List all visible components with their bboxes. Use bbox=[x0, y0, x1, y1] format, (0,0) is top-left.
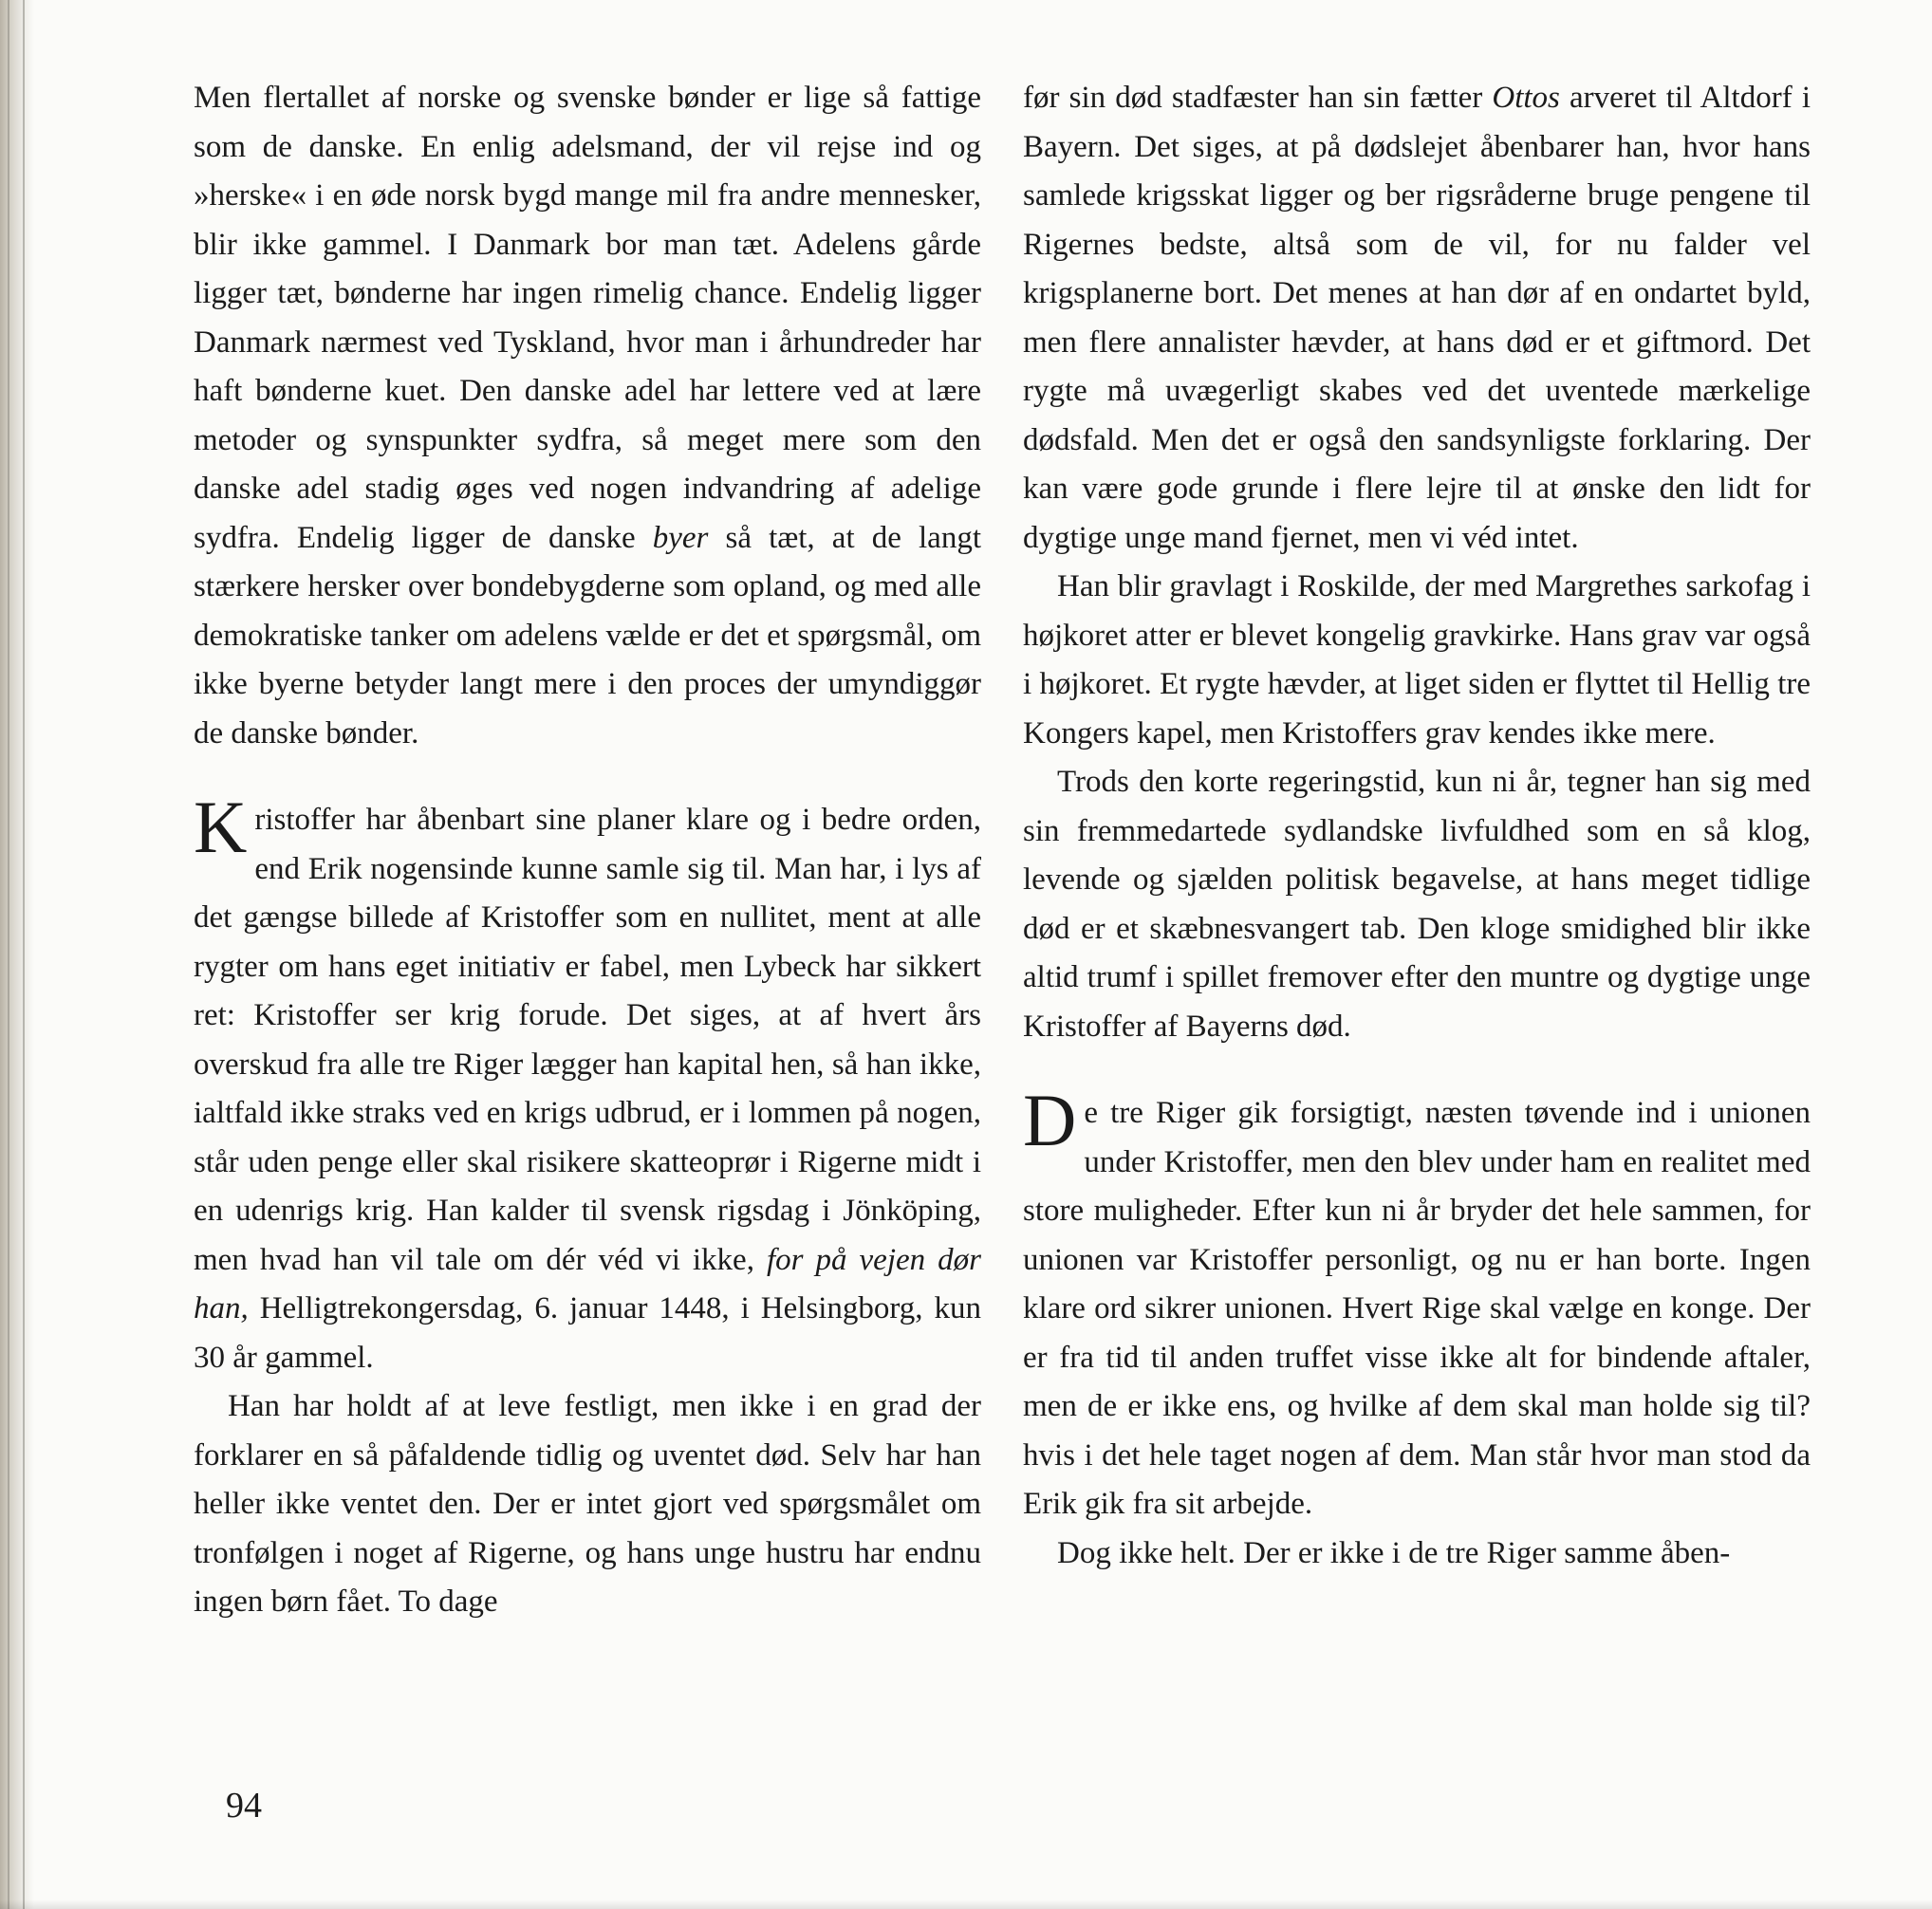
left-text-column bbox=[194, 74, 981, 1627]
right-text-column bbox=[1023, 74, 1811, 1578]
drop-cap: K bbox=[194, 786, 248, 868]
italic-text: for på vejen dør han, bbox=[194, 1242, 981, 1325]
text-run: ristoffer har åbenbart sine planer klare og i bedre orden, end Erik nogensinde kunne samle sig til. Man har, i lys af det gængse billede af Kristoffer som en nullitet, ment at alle rygter om hans eget initiativ er fabel, men Lybeck har sikkert ret: Kristoffer ser krig forude. Det siges, at af hvert års overskud fra alle tre Riger lægger han kapital hen, så han ikke, ialtfald ikke straks ved en krigs udbrud, er i lommen på nogen, står uden penge eller skal risikere skatteoprør i Rigerne midt i en udenrigs krig. Han kalder til svensk rigsdag i Jönköping, men hvad han vil tale om dér véd vi ikke, bbox=[194, 803, 981, 1277]
italic-text: Ottos bbox=[1492, 81, 1560, 115]
paragraph-with-dropcap bbox=[194, 786, 981, 1382]
page-number: 94 bbox=[226, 1786, 262, 1826]
paragraph bbox=[1023, 74, 1811, 563]
text-run: før sin død stadfæster han sin fætter bbox=[1023, 81, 1493, 115]
paragraph: Trods den korte regeringstid, kun ni år, tegner han sig med sin fremmedartede sydlandske livfuldhed som en så klog, levende og sjælden politisk begavelse, at hans meget tidlige død er et skæbnesvangert tab. Den kloge smidighed blir ikke altid trumf i spillet fremover efter den muntre og dygtige unge Kristoffer af Bayerns død. bbox=[1023, 765, 1811, 1044]
text-run: e tre Riger gik forsigtigt, næsten tøvende ind i unionen under Kristoffer, men den blev under ham en realitet med store muligheder. Efter kun ni år bryder det hele sammen, for unionen var Kristoffer personligt, og nu er han borte. Ingen klare ord sikrer unionen. Hvert Rige skal vælge en konge. Der er fra tid til anden truffet visse ikke alt for bindende aftaler, men de er ikke ens, og hvilke af dem skal man holde sig til? hvis i det hele taget nogen af dem. Man står hvor man stod da Erik gik fra sit arbejde. bbox=[1023, 1096, 1811, 1521]
italic-text: byer bbox=[652, 520, 709, 555]
paragraph: Dog ikke helt. Der er ikke i de tre Riger samme åben- bbox=[1057, 1535, 1731, 1570]
paragraph: Han blir gravlagt i Roskilde, der med Margrethes sarkofag i højkoret atter er blevet kongelig gravkirke. Hans grav var også i højkoret. Et rygte hævder, at liget siden er flyttet til Hellig tre Kongers kapel, men Kristoffers grav kendes ikke mere. bbox=[1023, 569, 1811, 751]
text-run: Men flertallet af norske og svenske bønder er lige så fattige som de danske. En enlig adelsmand, der vil rejse ind og »herske« i en øde norsk bygd mange mil fra andre mennesker, blir ikke gammel. I Danmark bor man tæt. Adelens gårde ligger tæt, bønderne har ingen rimelig chance. Endelig ligger Danmark nærmest ved Tyskland, hvor man i århundreder har haft bønderne kuet. Den danske adel har lettere ved at lære metoder og synspunkter sydfra, så meget mere som den danske adel stadig øges ved nogen indvandring af adelige sydfra. Endelig ligger de danske bbox=[194, 81, 981, 555]
drop-cap: D bbox=[1023, 1079, 1077, 1161]
text-run: Helligtrekongersdag, 6. januar 1448, i Helsingborg, kun 30 år gammel. bbox=[194, 1291, 981, 1375]
paragraph-with-dropcap bbox=[1023, 1079, 1811, 1529]
spine-line bbox=[8, 0, 9, 1909]
text-run: arveret til Altdorf i Bayern. Det siges, at på dødslejet åbenbarer han, hvor hans samlede krigsskat ligger og ber rigsråderne bruge pengene til Rigernes bedste, altså som de vil, for nu falder vel krigsplanerne bort. Det menes at han dør af en ondartet byld, men flere annalister hævder, at hans død er et giftmord. Det rygte må uvægerligt skabes ved det uventede mærkelige dødsfald. Men det er også den sandsynligste forklaring. Der kan være gode grunde i flere lejre til at ønske den lidt for dygtige unge mand fjernet, men vi véd intet. bbox=[1023, 81, 1811, 555]
book-spine-shadow bbox=[0, 0, 34, 1909]
spine-line bbox=[23, 0, 25, 1909]
paragraph: Han har holdt af at leve festligt, men ikke i en grad der forklarer en så påfaldende tidlig og uventet død. Selv har han heller ikke ventet den. Der er intet gjort ved spørgsmålet om tronfølgen i noget af Rigerne, og hans unge hustru har endnu ingen børn fået. To dage bbox=[194, 1389, 981, 1619]
page-edge-shadow bbox=[0, 1900, 1932, 1909]
paragraph bbox=[194, 74, 981, 758]
text-run: så tæt, at de langt stærkere hersker over bondebygderne som opland, og med alle demokratiske tanker om adelens vælde er det et spørgsmål, om ikke byerne betyder langt mere i den proces der umyndiggør de danske bønder. bbox=[194, 520, 981, 751]
